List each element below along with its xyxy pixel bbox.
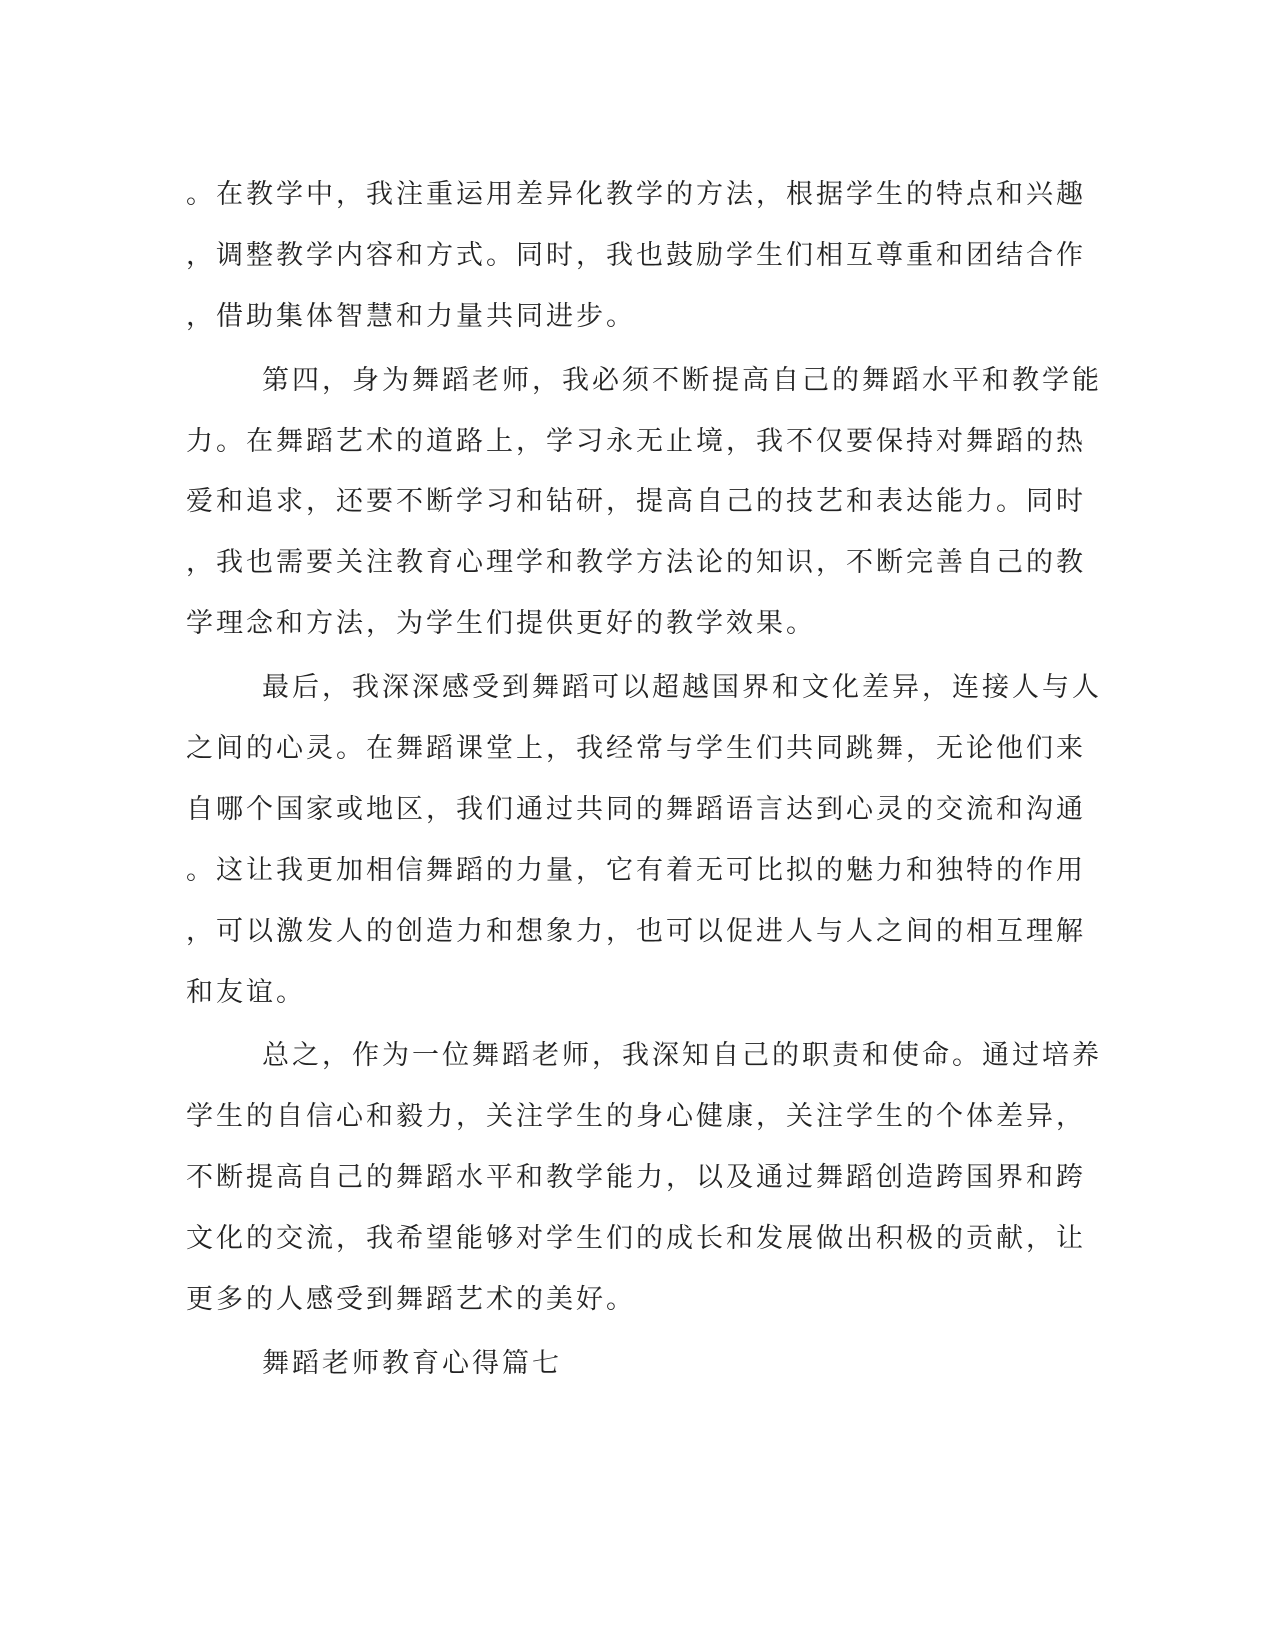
text-line: ，调整教学内容和方式。同时，我也鼓励学生们相互尊重和团结合作 <box>186 239 1086 271</box>
paragraph <box>186 165 1086 348</box>
text-line: 更多的人感受到舞蹈艺术的美好。 <box>186 1284 636 1316</box>
text-line: 学生的自信心和毅力，关注学生的身心健康，关注学生的个体差异， <box>186 1101 1086 1133</box>
text-line: 和友谊。 <box>186 976 306 1008</box>
text-line: 最后，我深深感受到舞蹈可以超越国界和文化差异，连接人与人 <box>262 672 1102 704</box>
text-line: ，借助集体智慧和力量共同进步。 <box>186 300 636 332</box>
text-line: 。在教学中，我注重运用差异化教学的方法，根据学生的特点和兴趣 <box>186 179 1086 210</box>
text-line: 总之，作为一位舞蹈老师，我深知自己的职责和使命。通过培养 <box>262 1040 1102 1072</box>
text-line: 学理念和方法，为学生们提供更好的教学效果。 <box>186 608 816 640</box>
text-line: 。这让我更加相信舞蹈的力量，它有着无可比拟的魅力和独特的作用 <box>186 854 1086 886</box>
text-line: 不断提高自己的舞蹈水平和教学能力，以及通过舞蹈创造跨国界和跨 <box>186 1162 1086 1194</box>
text-line: 文化的交流，我希望能够对学生们的成长和发展做出积极的贡献，让 <box>186 1223 1086 1255</box>
section-heading <box>186 1334 1086 1395</box>
document-body <box>186 165 1102 1395</box>
text-line: 之间的心灵。在舞蹈课堂上，我经常与学生们共同跳舞，无论他们来 <box>186 733 1086 765</box>
text-line: 自哪个国家或地区，我们通过共同的舞蹈语言达到心灵的交流和沟通 <box>186 793 1086 825</box>
paragraph <box>186 658 1102 1023</box>
text-line: 力。在舞蹈艺术的道路上，学习永无止境，我不仅要保持对舞蹈的热 <box>186 425 1086 457</box>
heading-text: 舞蹈老师教育心得篇七 <box>262 1347 562 1379</box>
paragraph <box>186 1026 1102 1330</box>
paragraph <box>186 351 1102 655</box>
text-line: 第四，身为舞蹈老师，我必须不断提高自己的舞蹈水平和教学能 <box>262 364 1102 396</box>
text-line: ，我也需要关注教育心理学和教学方法论的知识，不断完善自己的教 <box>186 547 1086 579</box>
text-line: ，可以激发人的创造力和想象力，也可以促进人与人之间的相互理解 <box>186 915 1086 947</box>
text-line: 爱和追求，还要不断学习和钻研，提高自己的技艺和表达能力。同时 <box>186 486 1086 518</box>
